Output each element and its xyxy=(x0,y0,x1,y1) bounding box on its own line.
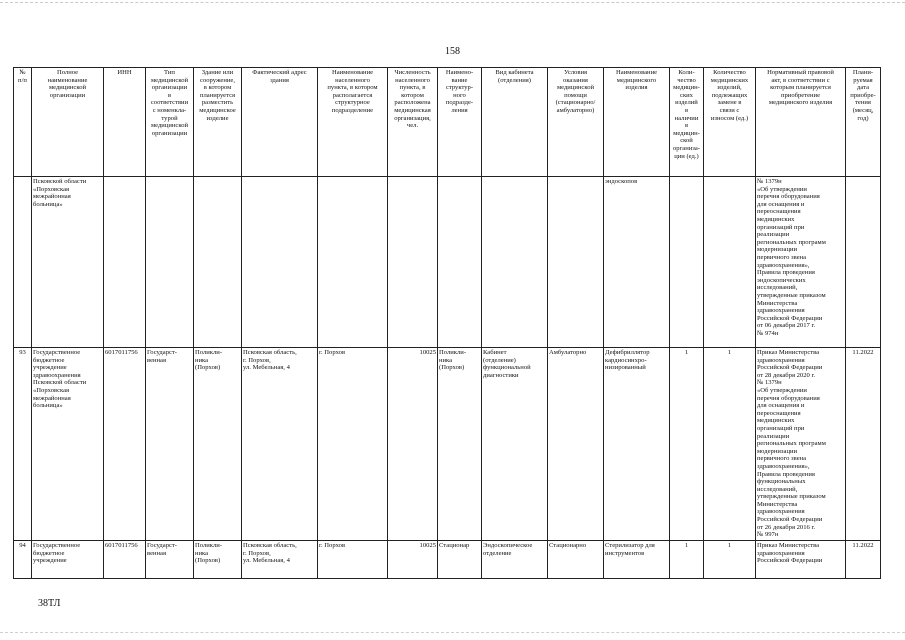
table-header-row xyxy=(14,68,881,177)
header-population: Численность населенного пункта, в котором расположена медицинская организация, чел. xyxy=(388,68,438,177)
cell-address: Псковская область, г. Порхов, ул. Мебельная, 4 xyxy=(242,541,318,579)
cell-org: Государственное бюджетное учреждение xyxy=(32,541,104,579)
table-row xyxy=(14,541,881,579)
cell-inn: 6017011756 xyxy=(104,348,146,541)
cell-cabinet: Эндоскопическое отделение xyxy=(482,541,548,579)
cell-unit: Поликли- ника (Порхов) xyxy=(438,348,482,541)
header-org: Полное наименование медицинской организации xyxy=(32,68,104,177)
page-number: 158 xyxy=(445,46,460,57)
table-row xyxy=(14,348,881,541)
table-row xyxy=(14,177,881,348)
cell-inn xyxy=(104,177,146,348)
cell-population: 10025 xyxy=(388,348,438,541)
header-qty-have: Коли- чество медицин- ских изделий в наличии в медицин- ской организа- ции (ед.) xyxy=(670,68,704,177)
header-device: Наименование медицинского изделия xyxy=(604,68,670,177)
cell-type: Государст- венная xyxy=(146,348,194,541)
cell-num xyxy=(14,177,32,348)
header-settlement: Наименование населенного пункта, в котором располагается структурное подразделение xyxy=(318,68,388,177)
cell-address xyxy=(242,177,318,348)
cell-qty-have: 1 xyxy=(670,541,704,579)
header-conditions: Условия оказания медицинской помощи (стационарно/ амбулаторно) xyxy=(548,68,604,177)
cell-population xyxy=(388,177,438,348)
cell-device: Стерилизатор для инструментов xyxy=(604,541,670,579)
header-num: № п/п xyxy=(14,68,32,177)
cell-cabinet: Кабинет (отделение) функциональной диагностики xyxy=(482,348,548,541)
cell-act: № 1379н «Об утверждении перечня оборудования для оснащения и переоснащения медицинских организаций при реализации региональных программ модернизации первичного звена здравоохранения», Правила проведения эндоскопических исследований, утвержденные приказом Министерства здравоохранения Российской Федерации от 06 декабря 2017 г. № 974н xyxy=(756,177,846,348)
cell-date: 11.2022 xyxy=(846,541,881,579)
cell-conditions: Стационарно xyxy=(548,541,604,579)
cell-date: 11.2022 xyxy=(846,348,881,541)
header-cabinet: Вид кабинета (отделения) xyxy=(482,68,548,177)
cell-qty-replace xyxy=(704,177,756,348)
header-date: Плани- руемая дата приобре- тения (месяц, год) xyxy=(846,68,881,177)
cell-date xyxy=(846,177,881,348)
cell-qty-replace: 1 xyxy=(704,541,756,579)
cell-device: Дефибриллятор кардиосинхро- низированный xyxy=(604,348,670,541)
header-inn: ИНН xyxy=(104,68,146,177)
header-address: Фактический адрес здания xyxy=(242,68,318,177)
cell-conditions: Амбулаторно xyxy=(548,348,604,541)
footer-document-code: 38ТЛ xyxy=(38,598,61,609)
cell-act: Приказ Министерства здравоохранения Российской Федерации xyxy=(756,541,846,579)
header-type: Тип медицинской организации в соответствии с номенкла- турой медицинской организации xyxy=(146,68,194,177)
header-qty-replace: Количество медицинских изделий, подлежащих замене в связи с износом (ед.) xyxy=(704,68,756,177)
cell-type xyxy=(146,177,194,348)
cell-org: Псковской области «Порховская межрайонная больница» xyxy=(32,177,104,348)
cell-building: Поликли- ника (Порхов) xyxy=(194,348,242,541)
cell-num: 94 xyxy=(14,541,32,579)
cell-org: Государственное бюджетное учреждение здравоохранения Псковской области «Порховская межрайонная больница» xyxy=(32,348,104,541)
header-building: Здание или сооружение, в котором планируется разместить медицинское изделие xyxy=(194,68,242,177)
cell-building: Поликли- ника (Порхов) xyxy=(194,541,242,579)
cell-population: 10025 xyxy=(388,541,438,579)
cell-unit xyxy=(438,177,482,348)
cell-qty-have: 1 xyxy=(670,348,704,541)
cell-address: Псковская область, г. Порхов, ул. Мебельная, 4 xyxy=(242,348,318,541)
cell-settlement: г. Порхов xyxy=(318,541,388,579)
cell-act: Приказ Министерства здравоохранения Российской Федерации от 28 декабря 2020 г. № 1379н «Об утверждении перечня оборудования для оснащения и переоснащения медицинских организаций при реализации региональных программ модернизации первичного звена здравоохранения», Правила проведения функциональных исследований, утвержденные приказом Министерства здравоохранения Российской Федерации от 26 декабря 2016 г. № 997н xyxy=(756,348,846,541)
scan-edge-bottom xyxy=(0,632,905,635)
cell-device: эндоскопов xyxy=(604,177,670,348)
cell-cabinet xyxy=(482,177,548,348)
header-act: Нормативный правовой акт, в соответствии с которым планируется приобретение медицинского изделия xyxy=(756,68,846,177)
cell-unit: Стационар xyxy=(438,541,482,579)
cell-qty-have xyxy=(670,177,704,348)
cell-qty-replace: 1 xyxy=(704,348,756,541)
header-unit: Наимено- вание структур- ного подразде- ления xyxy=(438,68,482,177)
cell-settlement xyxy=(318,177,388,348)
cell-settlement: г. Порхов xyxy=(318,348,388,541)
medical-equipment-table xyxy=(13,67,881,579)
cell-num: 93 xyxy=(14,348,32,541)
cell-inn: 6017011756 xyxy=(104,541,146,579)
cell-conditions xyxy=(548,177,604,348)
cell-building xyxy=(194,177,242,348)
scan-edge-top xyxy=(0,2,905,5)
cell-type: Государст- венная xyxy=(146,541,194,579)
